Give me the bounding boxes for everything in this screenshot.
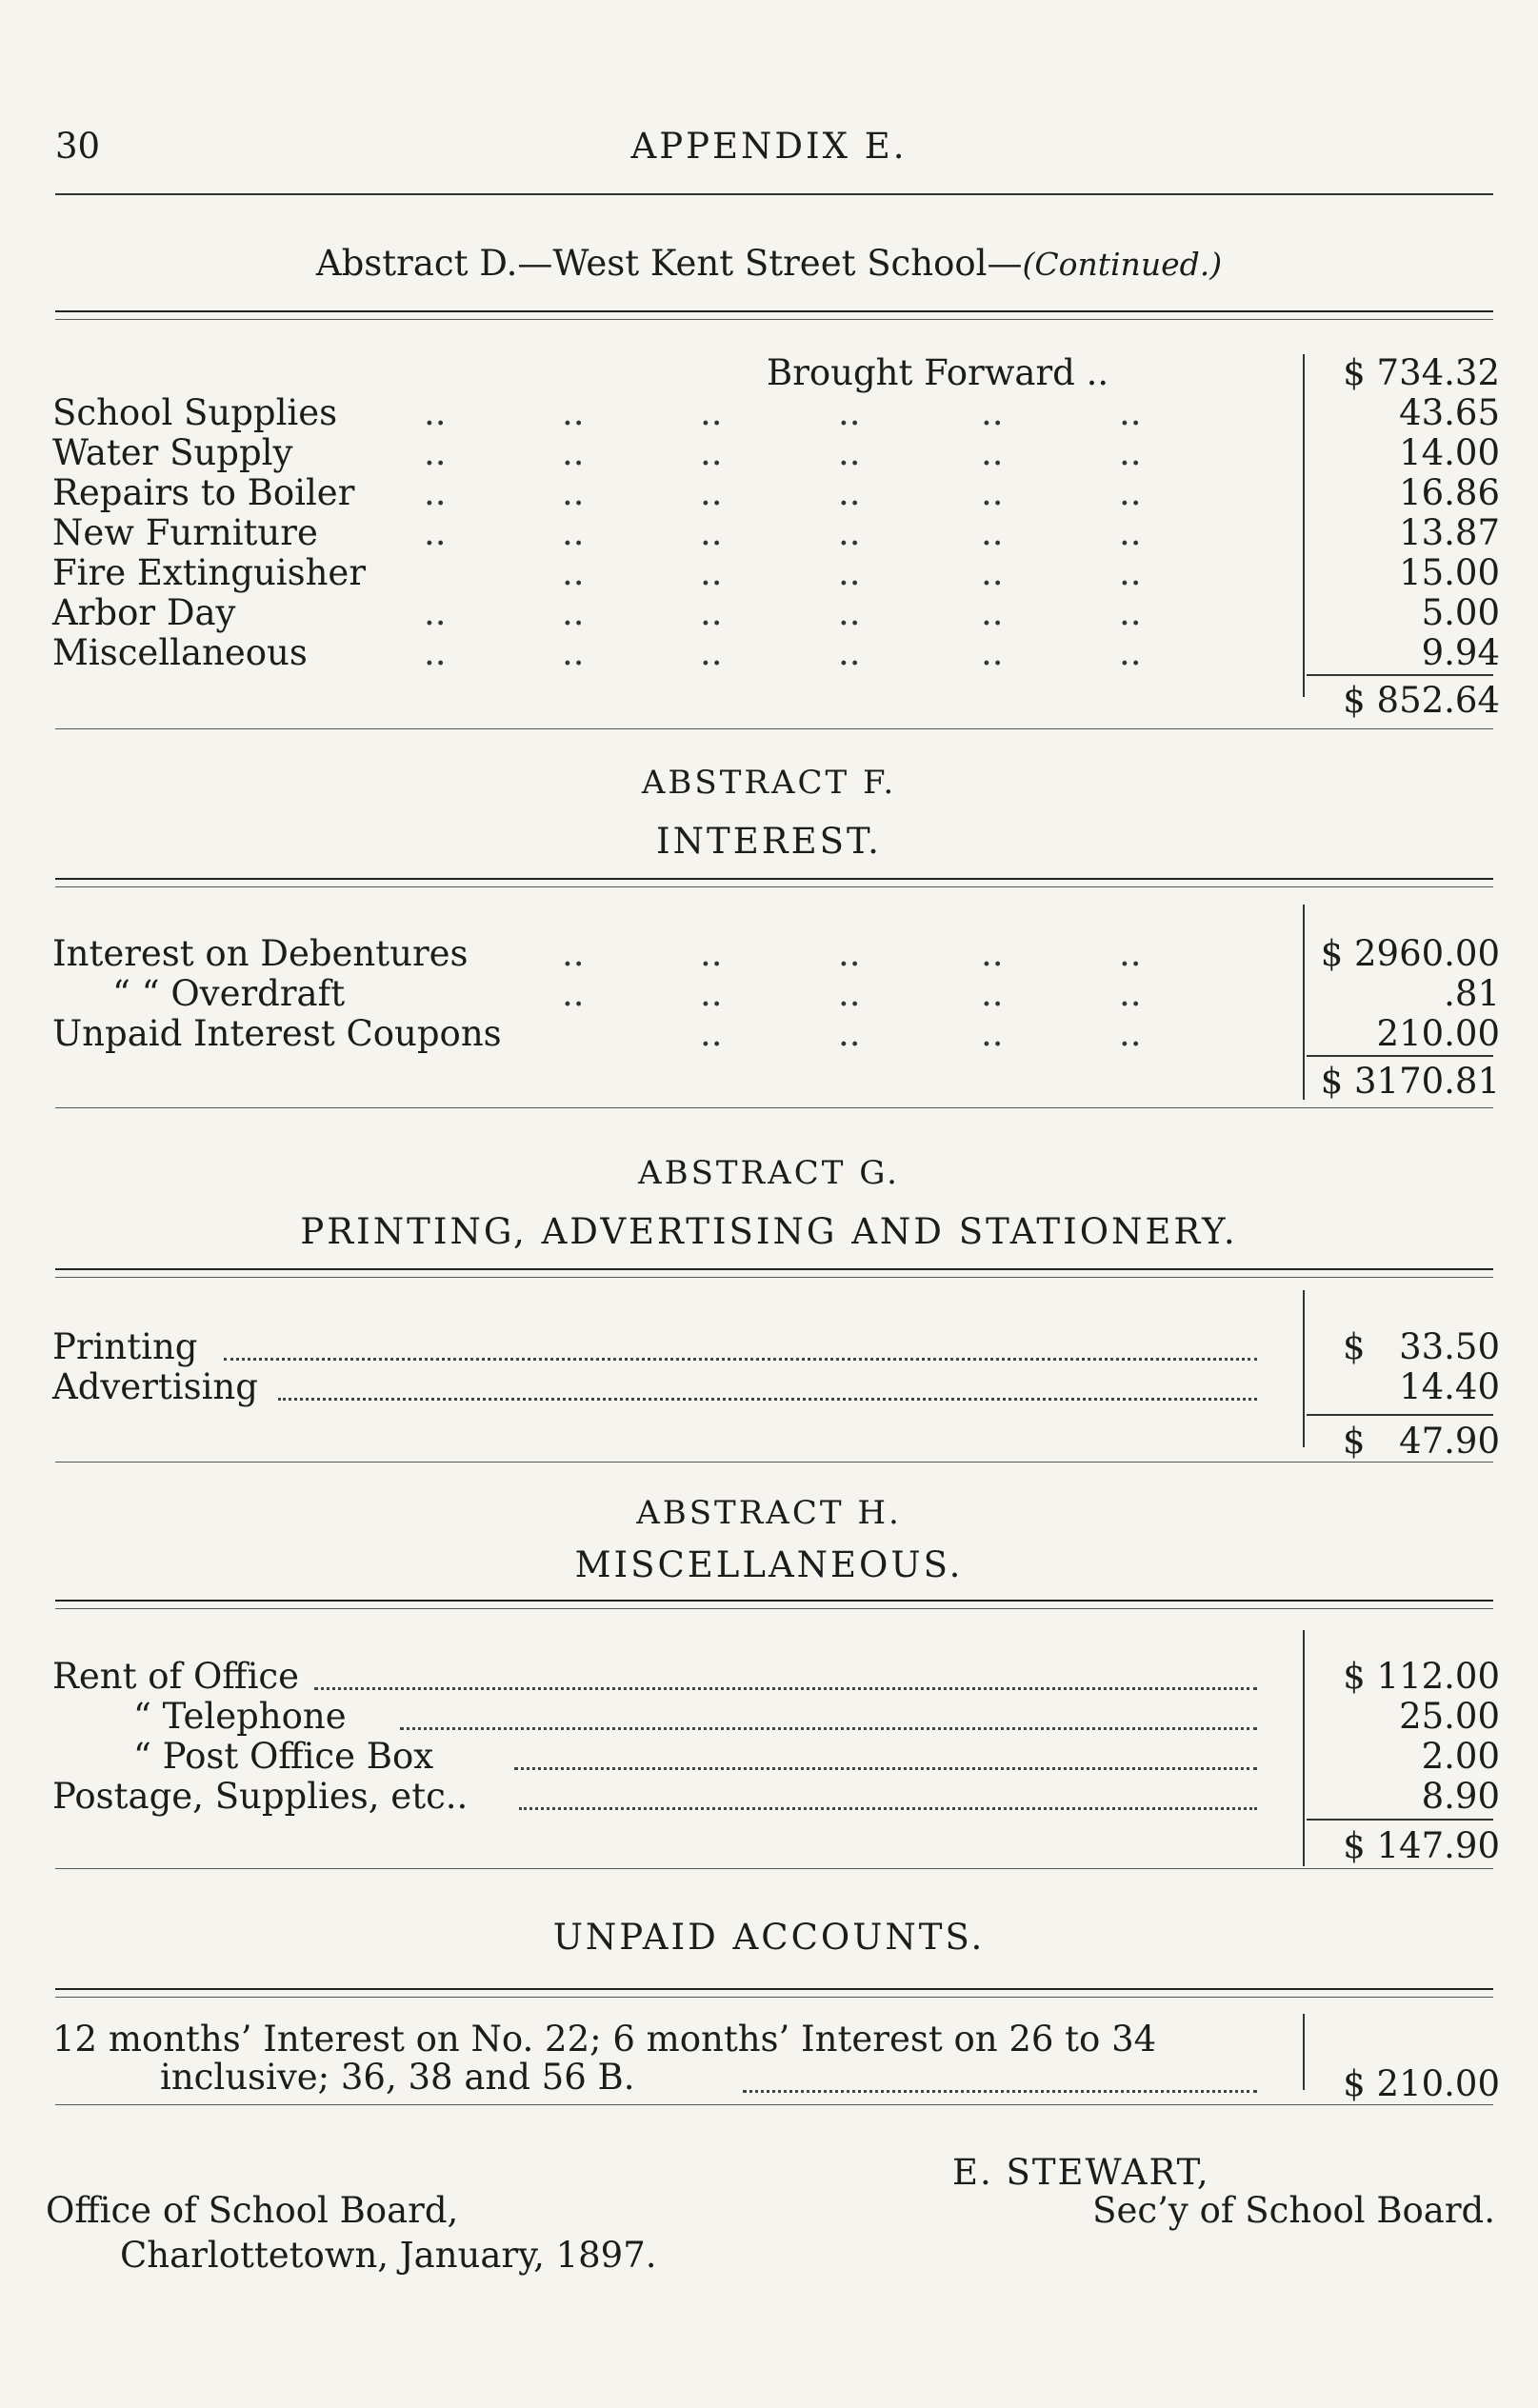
abstract-f-row-dot-separator: .. [700,973,723,1014]
abstract-f-row-dot-separator: .. [838,1013,861,1054]
abstract-f-row-dot-separator: .. [1119,933,1142,974]
abstract-d-row-dot-separator: .. [700,472,723,513]
abstract-f-row-label: Unpaid Interest Coupons [52,1013,502,1054]
page-number: 30 [55,126,101,167]
abstract-d-row-dot-separator: .. [1119,592,1142,633]
abstract-d-row-dot-separator: .. [700,632,723,673]
abstract-d-row-dot-separator: .. [424,512,447,553]
abstract-d-row-dot-separator: .. [838,392,861,433]
abstract-f-double-rule [55,878,1493,887]
abstract-d-row-dot-separator: .. [1119,552,1142,593]
abstract-h-subheading: MISCELLANEOUS. [574,1544,964,1585]
abstract-d-row-dot-separator: .. [562,392,585,433]
signer-title: Sec’y of School Board. [1092,2190,1495,2231]
unpaid-line-1: 12 months’ Interest on No. 22; 6 months’ Interest on 26 to 34 [52,2019,1157,2060]
unpaid-column-rule [1303,2014,1305,2090]
abstract-d-row-dot-separator: .. [562,592,585,633]
abstract-h-row-dot-leader [314,1687,1257,1690]
abstract-h-row-amount: 25.00 [1399,1696,1500,1737]
abstract-h-row-dot-leader [514,1767,1257,1770]
abstract-d-row-dot-separator: .. [1119,392,1142,433]
running-head: APPENDIX E. [630,126,908,167]
abstract-h-column-rule [1303,1630,1305,1866]
abstract-d-row-label: Arbor Day [52,592,236,633]
abstract-d-row-dot-separator: .. [838,512,861,553]
abstract-d-row-amount: 15.00 [1399,552,1500,593]
abstract-d-row-dot-separator: .. [424,472,447,513]
abstract-d-row-dot-separator: .. [981,432,1004,473]
abstract-d-row-amount: 9.94 [1421,632,1500,673]
abstract-d-row-dot-separator: .. [562,552,585,593]
abstract-f-bottom-rule [55,1107,1493,1108]
abstract-d-total-rule [1307,674,1493,676]
abstract-f-row-dot-separator: .. [562,933,585,974]
unpaid-dot-leader [743,2090,1257,2093]
abstract-d-row-dot-separator: .. [981,552,1004,593]
abstract-d-row-label: Water Supply [52,432,293,473]
abstract-d-row-dot-separator: .. [1119,472,1142,513]
abstract-d-row-dot-separator: .. [424,392,447,433]
abstract-d-row-amount: 5.00 [1421,592,1500,633]
abstract-d-title-text: Abstract D.—West Kent Street School— [315,243,1023,284]
abstract-g-column-rule [1303,1290,1305,1447]
abstract-d-row-dot-separator: .. [981,592,1004,633]
abstract-d-row-dot-separator: .. [1119,432,1142,473]
abstract-d-row-dot-separator: .. [838,472,861,513]
abstract-g-total-rule [1307,1414,1493,1416]
abstract-d-row-dot-separator: .. [838,432,861,473]
unpaid-line-2: inclusive; 36, 38 and 56 B. [160,2057,635,2098]
abstract-d-row-dot-separator: .. [700,592,723,633]
abstract-h-row-label: Postage, Supplies, etc.. [52,1776,469,1817]
abstract-h-row-amount: $ 112.00 [1343,1656,1500,1697]
abstract-h-row-label: Rent of Office [52,1656,300,1697]
abstract-h-total-rule [1307,1819,1493,1821]
abstract-f-row-dot-separator: .. [700,933,723,974]
abstract-d-row-dot-separator: .. [562,512,585,553]
abstract-f-row-dot-separator: .. [838,933,861,974]
abstract-g-row-label: Printing [52,1326,198,1367]
abstract-d-row-dot-separator: .. [424,432,447,473]
abstract-d-row-dot-separator: .. [562,472,585,513]
abstract-f-heading: ABSTRACT F. [641,764,897,802]
abstract-d-row-dot-separator: .. [838,552,861,593]
abstract-g-row-amount: 33.50 [1399,1326,1500,1367]
abstract-f-row-amount: 210.00 [1376,1013,1500,1054]
abstract-h-total: $ 147.90 [1343,1825,1500,1866]
abstract-f-column-rule [1303,905,1305,1100]
abstract-d-title-continued: (Continued.) [1022,246,1223,283]
brought-forward-label: Brought Forward .. [767,352,1109,393]
abstract-g-subheading: PRINTING, ADVERTISING AND STATIONERY. [300,1211,1238,1252]
abstract-d-row-dot-separator: .. [562,432,585,473]
unpaid-bottom-rule [55,2104,1493,2105]
abstract-d-row-dot-separator: .. [1119,512,1142,553]
brought-forward-amount: $ 734.32 [1343,352,1500,393]
abstract-h-row-amount: 2.00 [1421,1736,1500,1777]
abstract-f-row-dot-separator: .. [1119,1013,1142,1054]
header-rule [55,193,1493,195]
abstract-d-double-rule [55,310,1493,320]
office-line-2: Charlottetown, January, 1897. [120,2235,657,2276]
abstract-h-row-dot-leader [400,1727,1257,1730]
abstract-d-row-dot-separator: .. [981,392,1004,433]
abstract-h-row-amount: 8.90 [1421,1776,1500,1817]
abstract-d-title [0,243,1538,284]
abstract-d-row-dot-separator: .. [981,632,1004,673]
abstract-f-row-amount: .81 [1444,973,1500,1014]
abstract-d-row-dot-separator: .. [1119,632,1142,673]
abstract-d-row-dot-separator: .. [700,512,723,553]
abstract-d-row-dot-separator: .. [700,432,723,473]
abstract-g-row-amount: 14.40 [1399,1366,1500,1407]
abstract-g-row-dot-leader [224,1358,1257,1361]
abstract-d-row-dot-separator: .. [700,552,723,593]
abstract-d-column-rule [1303,354,1305,697]
abstract-f-total-rule [1307,1055,1493,1057]
abstract-h-row-label: “ Telephone [133,1696,347,1737]
abstract-d-row-dot-separator: .. [981,472,1004,513]
abstract-d-row-label: School Supplies [52,392,338,433]
abstract-d-row-amount: 16.86 [1399,472,1500,513]
abstract-f-row-dot-separator: .. [981,1013,1004,1054]
abstract-f-row-dot-separator: .. [838,973,861,1014]
abstract-d-row-amount: 14.00 [1399,432,1500,473]
signer-name: E. STEWART, [952,2152,1210,2193]
abstract-f-row-dot-separator: .. [1119,973,1142,1014]
abstract-g-row-label: Advertising [52,1366,258,1407]
abstract-d-row-dot-separator: .. [424,632,447,673]
office-line-1: Office of School Board, [46,2190,459,2231]
abstract-g-total-currency: $ [1343,1421,1366,1462]
abstract-d-row-dot-separator: .. [838,632,861,673]
abstract-h-row-label: “ Post Office Box [133,1736,434,1777]
abstract-f-row-dot-separator: .. [981,973,1004,1014]
abstract-f-row-amount: $ 2960.00 [1320,933,1500,974]
abstract-d-row-label: Fire Extinguisher [52,552,367,593]
abstract-d-row-amount: 43.65 [1399,392,1500,433]
abstract-g-bottom-rule [55,1462,1493,1463]
abstract-f-row-label: “ “ Overdraft [112,973,346,1014]
abstract-d-row-amount: 13.87 [1399,512,1500,553]
abstract-g-row-currency: $ [1343,1326,1366,1367]
abstract-f-subheading: INTEREST. [656,821,882,862]
abstract-h-bottom-rule [55,1868,1493,1869]
abstract-f-total: $ 3170.81 [1320,1061,1500,1102]
abstract-h-row-dot-leader [519,1807,1257,1810]
abstract-d-total: $ 852.64 [1343,680,1500,721]
abstract-d-row-label: New Furniture [52,512,318,553]
abstract-g-heading: ABSTRACT G. [638,1154,900,1192]
abstract-d-row-dot-separator: .. [562,632,585,673]
abstract-f-row-label: Interest on Debentures [52,933,469,974]
unpaid-double-rule [55,1988,1493,1998]
unpaid-amount: $ 210.00 [1343,2063,1500,2104]
abstract-g-total: 47.90 [1399,1421,1500,1462]
abstract-h-heading: ABSTRACT H. [636,1494,902,1532]
abstract-g-row-dot-leader [278,1398,1257,1401]
abstract-h-double-rule [55,1600,1493,1609]
abstract-d-row-label: Miscellaneous [52,632,308,673]
abstract-f-row-dot-separator: .. [562,973,585,1014]
abstract-d-row-dot-separator: .. [981,512,1004,553]
abstract-f-row-dot-separator: .. [700,1013,723,1054]
abstract-d-row-label: Repairs to Boiler [52,472,355,513]
abstract-d-row-dot-separator: .. [838,592,861,633]
abstract-d-row-dot-separator: .. [700,392,723,433]
abstract-d-row-dot-separator: .. [424,592,447,633]
abstract-g-double-rule [55,1268,1493,1278]
abstract-f-row-dot-separator: .. [981,933,1004,974]
abstract-d-bottom-rule [55,728,1493,729]
unpaid-heading: UNPAID ACCOUNTS. [552,1917,986,1958]
